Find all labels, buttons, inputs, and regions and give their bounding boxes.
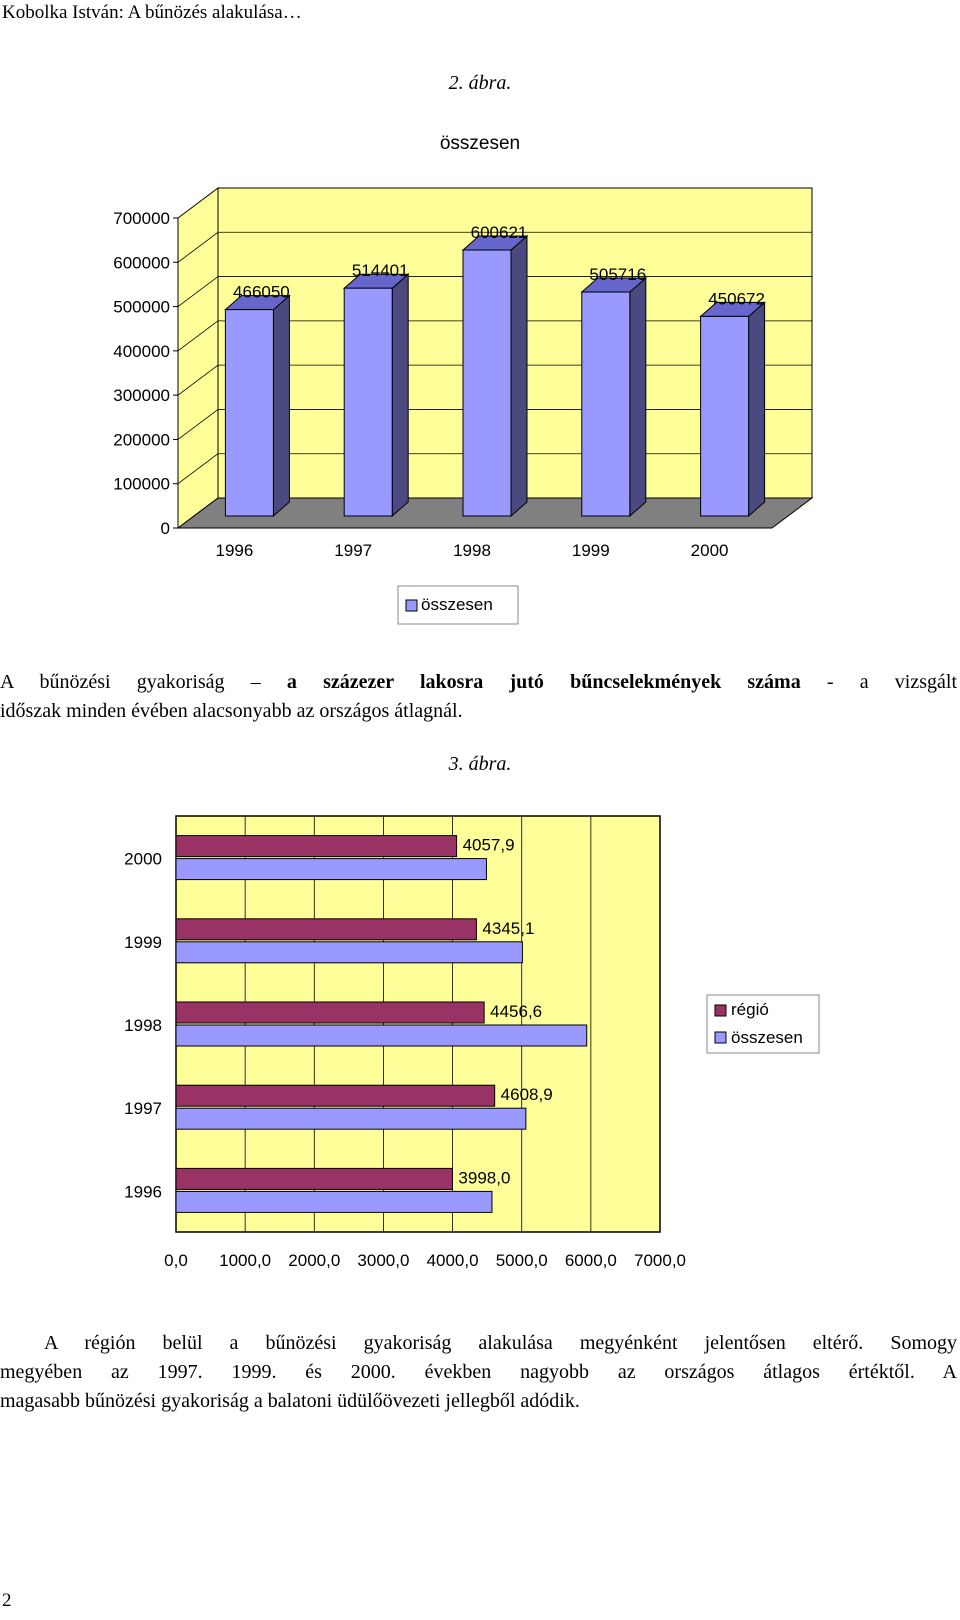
paragraph-2-line2: megyében az 1997. 1999. és 2000. években nagyobb az országos átlagos értéktől. A: [0, 1361, 957, 1383]
bar-osszesen: [176, 1191, 492, 1212]
y-tick-label: 1996: [124, 1182, 162, 1202]
data-label: 450672: [708, 289, 765, 309]
data-label: 4345,1: [482, 918, 535, 938]
data-label: 4057,9: [462, 835, 515, 855]
x-tick-label: 2000,0: [288, 1251, 341, 1270]
x-tick-label: 1997: [334, 541, 373, 560]
paragraph-1-bold: a százezer lakosra jutó bűncselekmények száma: [286, 671, 801, 693]
x-tick-label: 7000,0: [634, 1251, 686, 1270]
legend-swatch-osszesen: [715, 1032, 726, 1043]
legend-swatch-regio: [715, 1005, 726, 1016]
bar-osszesen: [176, 1025, 587, 1046]
y-tick-label: 300000: [113, 386, 170, 406]
paragraph-1-part1: A bűnözési gyakoriság –: [0, 671, 287, 693]
bar-osszesen: [176, 1108, 526, 1129]
legend-label-regio: régió: [731, 1000, 769, 1019]
data-label: 514401: [351, 261, 409, 281]
paragraph-1-part2: - a vizsgált: [800, 671, 957, 693]
y-tick-label: 1997: [124, 1099, 162, 1119]
bar: [225, 310, 273, 516]
bar-side: [511, 236, 527, 516]
bar: [582, 292, 630, 516]
y-tick-label: 100000: [113, 474, 170, 494]
bar: [344, 288, 392, 516]
bar-side: [749, 302, 765, 516]
x-tick-label: 1998: [453, 541, 491, 560]
page-number: 2: [2, 1590, 12, 1611]
bar-osszesen: [176, 859, 486, 880]
x-tick-label: 1999: [571, 541, 610, 560]
data-label: 466050: [233, 282, 290, 302]
data-label: 4456,6: [490, 1002, 543, 1021]
bar-regio: [176, 919, 476, 940]
paragraph-2: [0, 1329, 957, 1416]
bar-regio: [176, 836, 457, 857]
chart-legend: [0, 582, 960, 632]
bar-side: [392, 274, 408, 516]
legend-label-osszesen: összesen: [731, 1028, 803, 1047]
paragraph-1: [0, 668, 957, 726]
paragraph-2-line3: magasabb bűnözési gyakoriság a balatoni üdülőövezeti jellegből adódik.: [0, 1390, 580, 1412]
y-tick-label: 700000: [113, 209, 170, 228]
horizontal-bar-chart: [0, 800, 960, 1300]
x-tick-label: 4000,0: [426, 1251, 479, 1270]
legend-label-osszesen: összesen: [421, 595, 493, 614]
x-tick-label: 3000,0: [357, 1251, 410, 1270]
data-label: 600621: [470, 223, 528, 243]
bar-osszesen: [176, 942, 522, 963]
bar-chart-3d: [0, 170, 960, 650]
legend-swatch-osszesen: [406, 600, 417, 611]
data-label: 4608,9: [500, 1085, 553, 1105]
figure-3-caption: 3. ábra.: [448, 753, 512, 775]
y-tick-label: 400000: [113, 341, 170, 361]
bar: [701, 316, 749, 516]
paragraph-2-line1: A régión belül a bűnözési gyakoriság alakulása megyénként jelentősen eltérő. Somogy: [44, 1332, 957, 1354]
y-tick-label: 1999: [124, 932, 162, 952]
running-header: Kobolka István: A bűnözés alakulása…: [2, 2, 302, 23]
x-tick-label: 0,0: [164, 1251, 188, 1270]
y-tick-label: 500000: [113, 297, 170, 317]
chart-side-wall: [178, 188, 218, 528]
x-tick-label: 1000,0: [219, 1251, 272, 1270]
bar-regio: [176, 1085, 495, 1106]
x-tick-label: 1996: [215, 541, 254, 560]
y-tick-label: 2000: [124, 849, 162, 869]
data-label: 3998,0: [458, 1168, 511, 1188]
bar-side: [273, 296, 289, 516]
figure-2-title: összesen: [439, 133, 521, 154]
y-tick-label: 200000: [113, 430, 170, 450]
y-tick-label: 600000: [113, 253, 170, 273]
data-label: 505716: [589, 265, 647, 285]
y-tick-label: 0: [160, 519, 170, 538]
bar-regio: [176, 1002, 484, 1023]
x-tick-label: 2000: [690, 541, 729, 560]
x-tick-label: 5000,0: [495, 1251, 548, 1270]
y-tick-label: 1998: [124, 1016, 162, 1035]
bar-regio: [176, 1168, 452, 1189]
bar: [463, 250, 511, 516]
paragraph-1-line2: időszak minden évében alacsonyabb az országos átlagnál.: [0, 700, 463, 722]
bar-side: [630, 278, 646, 516]
figure-2-caption: 2. ábra.: [448, 72, 512, 94]
x-tick-label: 6000,0: [564, 1251, 617, 1270]
